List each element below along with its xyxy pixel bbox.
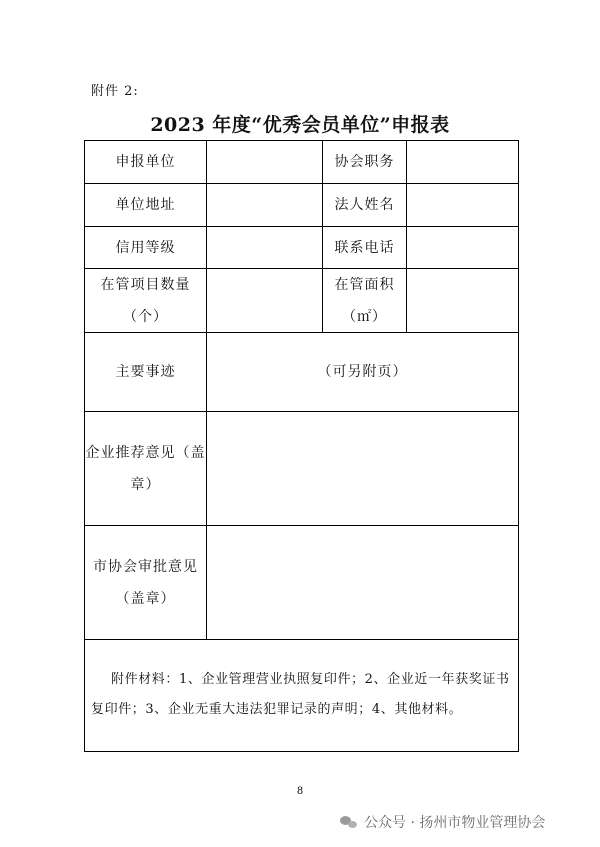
label-credit-rating: 信用等级 [115,239,176,256]
field-association-position[interactable] [407,141,518,183]
label-managed-area-line2: （㎡） [342,308,387,325]
label-enterprise-opinion [85,412,206,525]
field-applicant-unit[interactable] [207,141,322,183]
label-managed-projects-line2: （个） [123,308,168,325]
row-divider [85,639,518,640]
field-legal-representative[interactable] [407,184,518,226]
label-association-opinion-line2: （盖章） [115,590,176,607]
page-number: 8 [296,786,304,797]
field-contact-phone[interactable] [407,227,518,268]
label-association-opinion-line1: 市协会审批意见 [93,558,198,575]
label-managed-projects [85,269,206,332]
label-enterprise-opinion-line2: 章） [130,476,161,493]
application-form-table [84,140,519,752]
label-managed-projects-line1: 在管项目数量 [100,276,191,293]
label-contact-phone: 联系电话 [334,239,395,256]
label-association-opinion [85,526,206,639]
label-managed-area [323,269,406,332]
form-title: 2023 年度“优秀会员单位”申报表 [150,114,450,136]
attachments-note: 附件材料：1、企业管理营业执照复印件；2、企业近一年获奖证书复印件；3、企业无重大违法犯罪记录的声明；4、其他材料。 [91,672,510,717]
label-managed-area-line1: 在管面积 [334,276,395,293]
field-managed-area[interactable] [407,269,518,332]
field-association-opinion[interactable] [207,526,518,639]
field-managed-projects[interactable] [207,269,322,332]
label-legal-representative: 法人姓名 [334,197,395,213]
main-deeds-hint: （可另附页） [317,364,408,380]
label-unit-address: 单位地址 [115,197,176,213]
wechat-icon [340,815,358,829]
label-applicant-unit: 申报单位 [115,154,176,170]
watermark-text: 公众号 · 扬州市物业管理协会 [364,815,546,831]
label-association-position: 协会职务 [334,154,395,170]
attachment-label: 附件 2: [91,84,139,99]
field-credit-rating[interactable] [207,227,322,268]
wechat-watermark [340,812,545,832]
label-main-deeds: 主要事迹 [115,364,176,380]
label-enterprise-opinion-line1: 企业推荐意见（盖 [85,444,206,461]
field-unit-address[interactable] [207,184,322,226]
field-main-deeds[interactable] [207,333,518,411]
field-enterprise-opinion[interactable] [207,412,518,525]
